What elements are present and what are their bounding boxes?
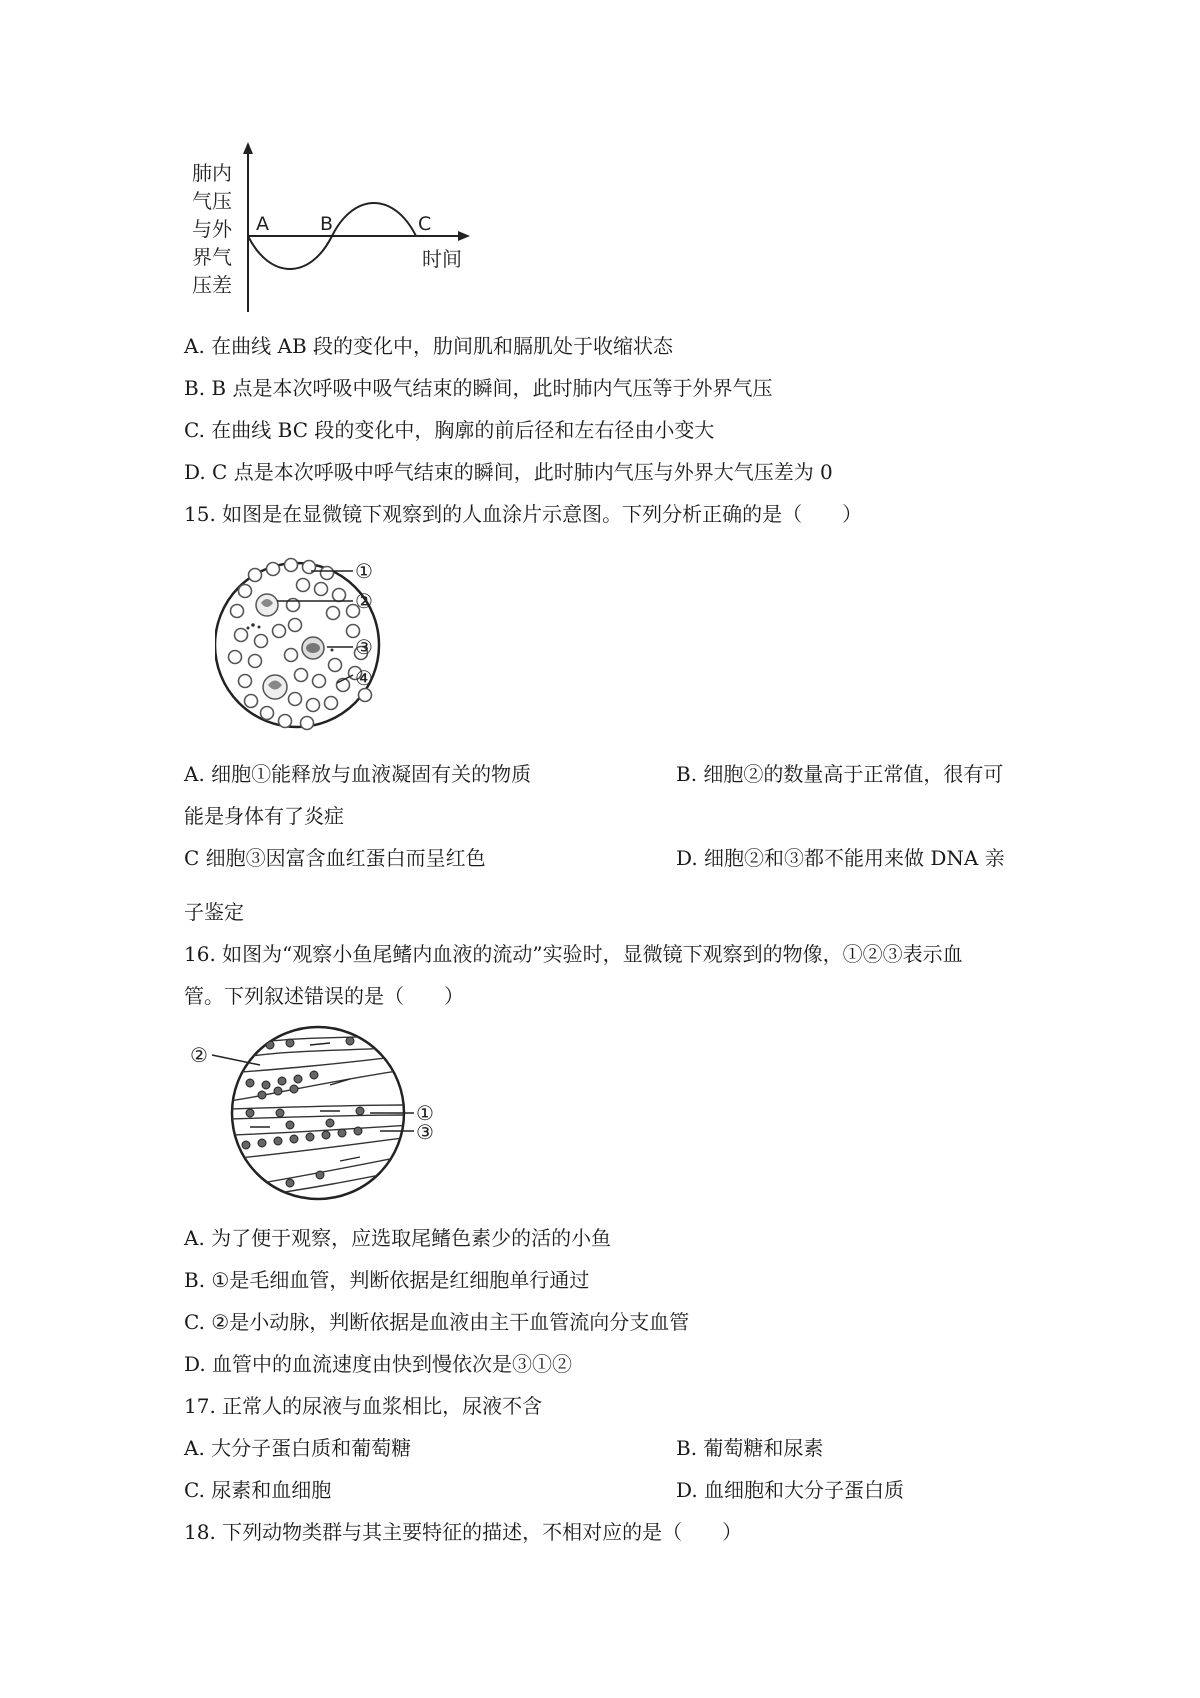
label-1: ① xyxy=(416,1101,434,1125)
label-2: ② xyxy=(355,589,373,613)
red-blood-cell xyxy=(321,567,334,580)
point-a-label: A xyxy=(256,213,269,235)
q15-option-b-line2: 能是身体有了炎症 xyxy=(184,804,344,828)
fish-blood-cell xyxy=(326,1119,334,1127)
x-axis-label: 时间 xyxy=(422,247,462,271)
y-axis-label-line1: 肺内 xyxy=(192,161,232,185)
fish-blood-cell xyxy=(258,1139,266,1147)
fish-blood-cell xyxy=(286,1121,294,1129)
q17-option-c: C. 尿素和血细胞 xyxy=(184,1478,332,1502)
y-axis-label-line5: 压差 xyxy=(192,273,232,297)
q16-option-c: C. ②是小动脉，判断依据是血液由主干血管流向分支血管 xyxy=(184,1310,690,1334)
red-blood-cell xyxy=(239,675,252,688)
fish-blood-cell xyxy=(274,1137,282,1145)
fish-blood-cell xyxy=(306,1133,314,1141)
fish-blood-cell xyxy=(338,1129,346,1137)
fish-blood-cell xyxy=(310,1071,318,1079)
red-blood-cell xyxy=(329,659,342,672)
q16-stem-line2: 管。下列叙述错误的是（ ） xyxy=(184,984,464,1008)
q15-option-a: A. 细胞①能释放与血液凝固有关的物质 xyxy=(184,762,532,786)
red-blood-cell xyxy=(235,629,248,642)
label-2: ② xyxy=(190,1043,208,1067)
red-blood-cell xyxy=(313,675,326,688)
fish-blood-cell xyxy=(346,1037,354,1045)
red-blood-cell xyxy=(249,655,262,668)
fish-blood-cell xyxy=(278,1077,286,1085)
q14-option-c: C. 在曲线 BC 段的变化中，胸廓的前后径和左右径由小变大 xyxy=(184,418,715,442)
red-blood-cell xyxy=(333,589,346,602)
fish-blood-cell xyxy=(246,1079,254,1087)
q14-option-a: A. 在曲线 AB 段的变化中，肋间肌和膈肌处于收缩状态 xyxy=(184,334,674,358)
platelet xyxy=(247,627,250,630)
fish-tail-vessels-figure xyxy=(190,1025,470,1205)
red-blood-cell xyxy=(231,605,244,618)
fish-blood-cell xyxy=(274,1087,282,1095)
point-c-label: C xyxy=(418,213,432,235)
label-1: ① xyxy=(355,559,373,583)
red-blood-cell xyxy=(239,585,252,598)
fish-blood-cell xyxy=(276,1109,284,1117)
white-blood-cell-nucleus xyxy=(306,643,320,653)
q15-stem: 15. 如图是在显微镜下观察到的人血涂片示意图。下列分析正确的是（ ） xyxy=(184,502,863,526)
red-blood-cell xyxy=(289,693,302,706)
fish-blood-cell xyxy=(262,1081,270,1089)
red-blood-cell xyxy=(297,579,310,592)
red-blood-cell xyxy=(245,695,258,708)
label-4: ④ xyxy=(355,666,373,690)
fish-blood-cell xyxy=(354,1127,362,1135)
platelet xyxy=(258,626,261,629)
fish-blood-cell xyxy=(286,1039,294,1047)
fish-blood-cell xyxy=(294,1075,302,1083)
red-blood-cell xyxy=(255,635,268,648)
red-blood-cell xyxy=(295,669,308,682)
fish-blood-cell xyxy=(290,1085,298,1093)
q17-option-a: A. 大分子蛋白质和葡萄糖 xyxy=(184,1436,412,1460)
red-blood-cell xyxy=(359,689,372,702)
q16-stem-line1: 16. 如图为“观察小鱼尾鳍内血液的流动”实验时，显微镜下观察到的物像，①②③表示血 xyxy=(184,942,963,966)
red-blood-cell xyxy=(285,649,298,662)
q15-option-b-line1: B. 细胞②的数量高于正常值，很有可 xyxy=(676,762,1004,786)
fish-blood-cell xyxy=(322,1131,330,1139)
q17-stem: 17. 正常人的尿液与血浆相比，尿液不含 xyxy=(184,1394,543,1418)
platelet xyxy=(251,623,255,627)
y-axis-label-line3: 与外 xyxy=(192,217,232,241)
red-blood-cell xyxy=(315,583,328,596)
label-3: ③ xyxy=(416,1120,434,1144)
fish-blood-cell xyxy=(246,1109,254,1117)
red-blood-cell xyxy=(327,607,340,620)
fish-blood-cell xyxy=(258,1091,266,1099)
fish-blood-cell xyxy=(356,1107,364,1115)
q16-option-a: A. 为了便于观察，应选取尾鳍色素少的活的小鱼 xyxy=(184,1226,612,1250)
q15-option-d-line1: D. 细胞②和③都不能用来做 DNA 亲 xyxy=(676,846,1005,870)
point-b-label: B xyxy=(320,213,334,235)
x-axis-arrow xyxy=(458,231,470,241)
y-axis-label-line4: 界气 xyxy=(192,245,232,269)
platelet xyxy=(331,649,334,652)
fish-blood-cell xyxy=(286,1179,294,1187)
blood-smear-figure xyxy=(215,555,435,735)
red-blood-cell xyxy=(273,625,286,638)
q15-option-c: C 细胞③因富含血红蛋白而呈红色 xyxy=(184,846,486,870)
q17-option-d: D. 血细胞和大分子蛋白质 xyxy=(676,1478,905,1502)
label-3: ③ xyxy=(355,635,373,659)
red-blood-cell xyxy=(229,651,242,664)
fish-blood-cell xyxy=(242,1141,250,1149)
q15-option-d-line2: 子鉴定 xyxy=(184,900,244,924)
red-blood-cell xyxy=(325,697,338,710)
fish-blood-cell xyxy=(290,1135,298,1143)
red-blood-cell xyxy=(249,569,262,582)
fish-blood-cell xyxy=(316,1171,324,1179)
red-blood-cell xyxy=(285,559,298,572)
red-blood-cell xyxy=(267,563,280,576)
y-axis-label-line2: 气压 xyxy=(192,189,232,213)
q17-option-b: B. 葡萄糖和尿素 xyxy=(676,1436,824,1460)
q14-option-b: B. B 点是本次呼吸中吸气结束的瞬间，此时肺内气压等于外界气压 xyxy=(184,376,773,400)
red-blood-cell xyxy=(289,619,302,632)
y-axis-arrow xyxy=(243,142,253,154)
red-blood-cell xyxy=(261,707,274,720)
q14-option-d: D. C 点是本次呼吸中呼气结束的瞬间，此时肺内气压与外界大气压差为 0 xyxy=(184,460,833,484)
q18-stem: 18. 下列动物类群与其主要特征的描述，不相对应的是（ ） xyxy=(184,1520,743,1544)
red-blood-cell xyxy=(279,715,292,728)
red-blood-cell xyxy=(307,699,320,712)
q16-option-d: D. 血管中的血流速度由快到慢依次是③①② xyxy=(184,1352,573,1376)
pressure-curve-figure xyxy=(180,140,480,320)
q16-option-b: B. ①是毛细血管，判断依据是红细胞单行通过 xyxy=(184,1268,590,1292)
red-blood-cell xyxy=(301,717,314,730)
